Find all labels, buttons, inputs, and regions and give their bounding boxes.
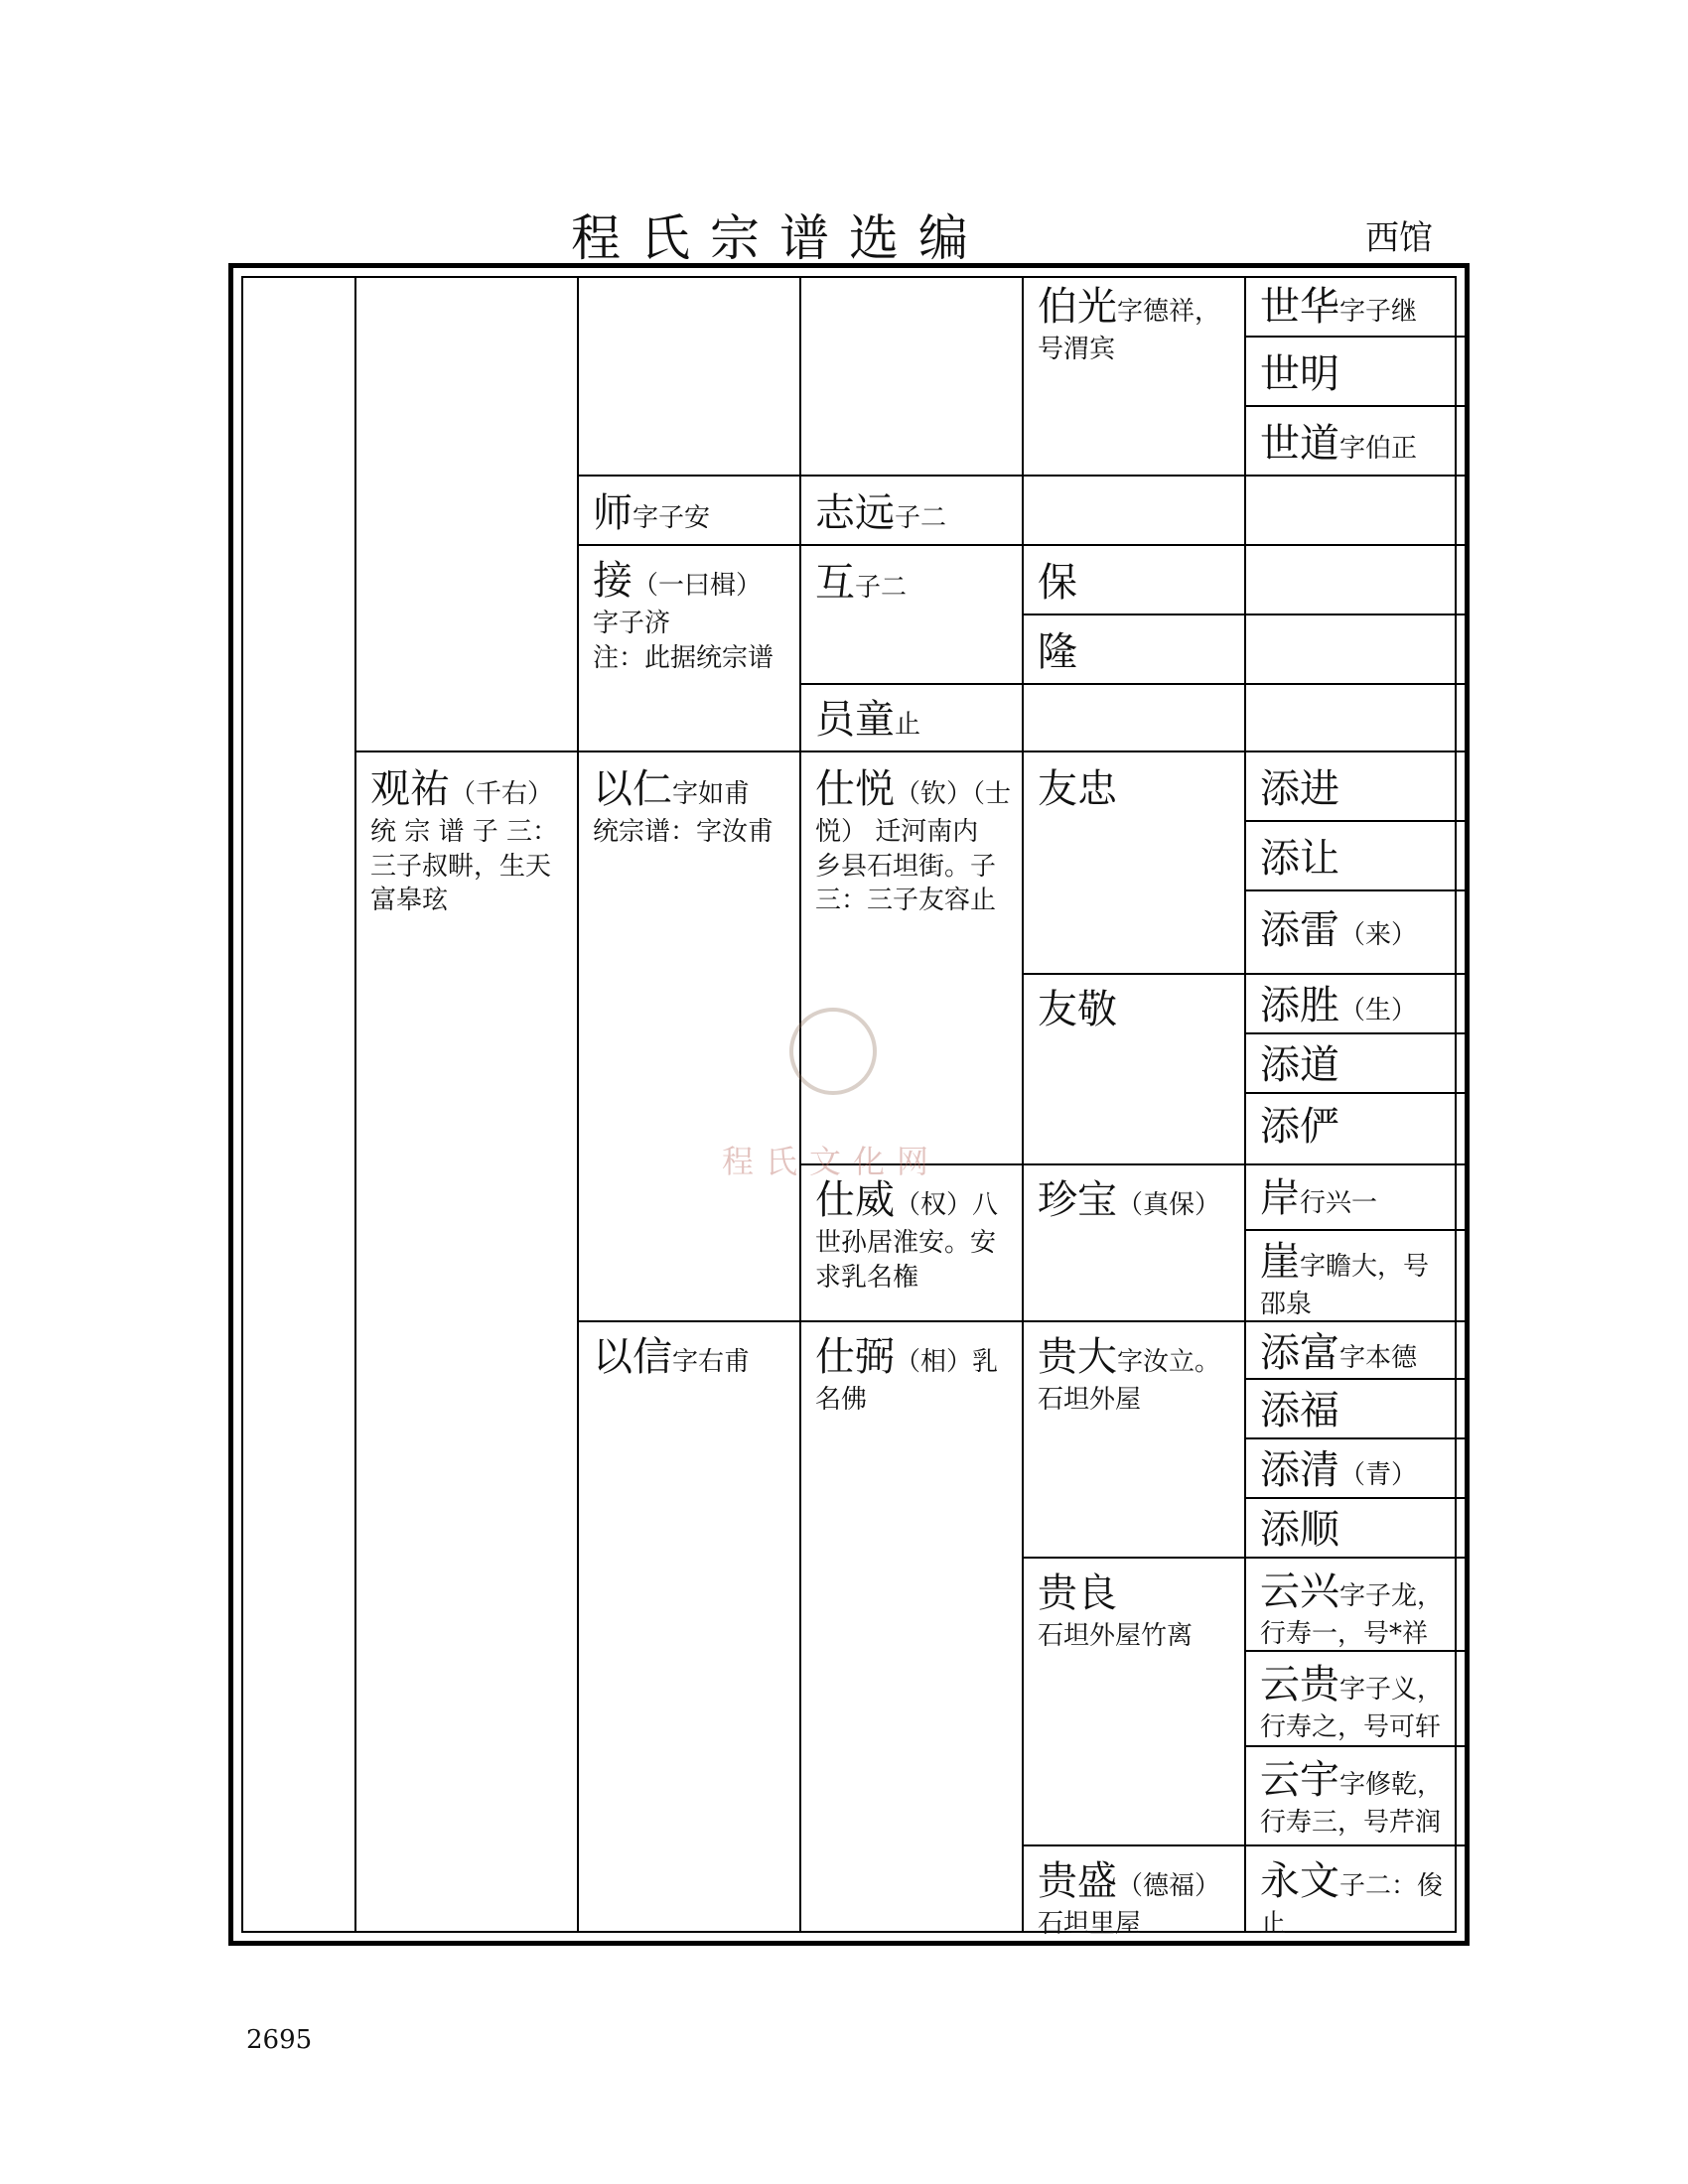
entry-note: 求乳名権 — [815, 1262, 919, 1293]
entry-jie — [593, 556, 799, 674]
entry-long — [1038, 627, 1244, 677]
entry-name: 仕弼 — [815, 1334, 895, 1380]
entry-tiansheng — [1260, 981, 1459, 1030]
entry-tianlei — [1260, 905, 1459, 955]
entry-note: 字瞻大，号 — [1300, 1252, 1430, 1282]
entry-note: 字子济 — [593, 609, 671, 638]
entry-note: （千右） — [450, 779, 554, 809]
entry-yuantong — [815, 695, 1022, 745]
entry-name: 云贵 — [1260, 1662, 1339, 1707]
entry-note: 字子继 — [1339, 297, 1418, 327]
row-divider — [1244, 1032, 1465, 1034]
column-divider — [577, 278, 579, 1931]
entry-note: 统宗谱：字汝甫 — [593, 817, 774, 847]
row-divider — [354, 751, 577, 752]
entry-note: 名佛 — [815, 1385, 868, 1415]
entry-note: 号渭宾 — [1038, 335, 1116, 364]
entry-name: 保 — [1038, 560, 1077, 606]
entry-note: 字如甫 — [672, 779, 751, 809]
entry-name: 贵大 — [1038, 1334, 1117, 1380]
row-divider — [1244, 889, 1465, 891]
entry-note: 三子叔畊，生天 — [370, 851, 552, 882]
entry-note: 邵泉 — [1260, 1290, 1313, 1319]
entry-note: （相）乳 — [895, 1347, 999, 1377]
entry-name: 世明 — [1260, 351, 1339, 397]
entry-note: （德福） — [1117, 1871, 1221, 1901]
entry-note: 字子义， — [1339, 1675, 1444, 1705]
entry-boguang — [1038, 282, 1244, 366]
row-divider — [577, 751, 799, 752]
page-title: 程氏宗谱选编 — [571, 209, 988, 267]
entry-name: 珍宝 — [1038, 1177, 1117, 1223]
column-divider — [1022, 278, 1024, 1931]
entry-name: 添雷 — [1260, 907, 1339, 953]
entry-note: （来） — [1339, 920, 1418, 950]
entry-name: 贵良 — [1038, 1570, 1117, 1616]
row-divider — [1244, 1497, 1465, 1499]
entry-note: 止 — [895, 710, 921, 740]
entry-name: 友忠 — [1038, 766, 1117, 812]
entry-note: 字修乾， — [1339, 1770, 1444, 1800]
row-divider — [1244, 751, 1465, 752]
entry-name: 添顺 — [1260, 1507, 1339, 1553]
column-divider — [354, 278, 356, 1931]
entry-ya — [1260, 1237, 1459, 1321]
row-divider — [577, 544, 799, 546]
entry-shibi — [815, 1332, 1022, 1417]
entry-tianyan — [1260, 1102, 1459, 1152]
entry-tianqing — [1260, 1445, 1459, 1495]
entry-note: 石坦外屋 — [1038, 1385, 1142, 1415]
genealogy-table — [228, 263, 1470, 1946]
watermark-seal — [789, 1008, 877, 1095]
entry-note: 悦） 迁河南内 — [815, 817, 979, 847]
entry-name: 崖 — [1260, 1239, 1300, 1285]
entry-tiandao — [1260, 1040, 1459, 1090]
entry-note: （生） — [1339, 996, 1418, 1025]
entry-note: 止 — [1260, 1909, 1287, 1939]
row-divider — [1244, 1229, 1465, 1231]
entry-guisheng — [1038, 1856, 1244, 1941]
row-divider — [1244, 1437, 1465, 1439]
entry-name: 添福 — [1260, 1388, 1339, 1433]
entry-bao — [1038, 558, 1244, 608]
row-divider — [1022, 614, 1244, 615]
row-divider — [1244, 1163, 1465, 1165]
row-divider — [799, 544, 1022, 546]
row-divider — [1022, 1163, 1244, 1165]
row-divider — [1244, 544, 1465, 546]
row-divider — [1022, 475, 1244, 477]
entry-name: 志远 — [815, 490, 895, 536]
entry-name: 添富 — [1260, 1330, 1339, 1376]
entry-guida — [1038, 1332, 1244, 1417]
entry-note: 注：此据统宗谱 — [593, 642, 774, 673]
entry-shidao — [1260, 419, 1459, 469]
entry-note: 字德祥， — [1117, 297, 1221, 327]
entry-note: 三：三子友容止 — [815, 886, 997, 915]
row-divider — [1022, 751, 1244, 752]
row-divider — [1022, 973, 1244, 975]
entry-zhiyuan — [815, 488, 1022, 538]
entry-name: 接 — [593, 558, 633, 604]
row-divider — [1244, 1092, 1465, 1094]
row-divider — [1244, 973, 1465, 975]
branch-label: 西馆 — [1365, 218, 1433, 258]
entry-note: 字右甫 — [672, 1347, 751, 1377]
entry-tianshun — [1260, 1505, 1459, 1555]
entry-note: 子二 — [855, 573, 908, 603]
row-divider — [1022, 1844, 1244, 1846]
row-divider — [1244, 475, 1465, 477]
row-divider — [1244, 336, 1465, 338]
entry-name: 添胜 — [1260, 983, 1339, 1028]
entry-name: 添让 — [1260, 836, 1339, 882]
row-divider — [799, 1320, 1022, 1322]
entry-note: 行兴一 — [1300, 1188, 1378, 1218]
entry-name: 伯光 — [1038, 284, 1117, 330]
entry-name: 以仁 — [593, 766, 672, 812]
entry-name: 以信 — [593, 1334, 672, 1380]
entry-note: 世孙居淮安。安 — [815, 1228, 997, 1258]
entry-guanyou — [370, 764, 577, 917]
row-divider — [1022, 544, 1244, 546]
row-divider — [1244, 1557, 1465, 1559]
entry-name: 仕威 — [815, 1177, 895, 1223]
entry-note: 字汝立。 — [1117, 1347, 1221, 1377]
entry-note: 行寿三，号芹润 — [1260, 1808, 1442, 1838]
entry-name: 师 — [593, 490, 633, 536]
entry-note: 行寿之，号可轩 — [1260, 1712, 1442, 1742]
watermark-text: 程氏文化网 — [722, 1143, 941, 1180]
entry-note: （权）八 — [895, 1190, 999, 1220]
column-divider — [1244, 278, 1246, 1931]
entry-name: 仕悦 — [815, 766, 895, 812]
entry-name: 世道 — [1260, 421, 1339, 467]
entry-note: 统 宗 谱 子 三： — [370, 817, 559, 847]
entry-note: 字子龙， — [1339, 1581, 1444, 1611]
entry-youzhong — [1038, 764, 1244, 814]
entry-yunyu — [1260, 1755, 1459, 1840]
entry-name: 世华 — [1260, 284, 1339, 330]
row-divider — [1244, 1844, 1465, 1846]
entry-yixin — [593, 1332, 799, 1382]
entry-name: 云宇 — [1260, 1757, 1339, 1803]
row-divider — [799, 751, 1022, 752]
table-inner-border — [241, 276, 1457, 1939]
row-divider — [1244, 683, 1465, 685]
row-divider — [1244, 1378, 1465, 1380]
column-divider — [799, 278, 801, 1931]
entry-note: （真保） — [1117, 1190, 1221, 1220]
entry-tianjin — [1260, 764, 1459, 814]
entry-name: 贵盛 — [1038, 1858, 1117, 1904]
entry-shiyue — [815, 764, 1022, 917]
entry-yungui — [1260, 1660, 1459, 1744]
entry-note: 富皋玹 — [370, 886, 449, 915]
entry-note: 乡县石坦街。子 — [815, 851, 997, 882]
entry-shiwei — [815, 1175, 1022, 1294]
entry-note: 石坦里屋 — [1038, 1909, 1142, 1939]
entry-tianfu1 — [1260, 1328, 1459, 1378]
entry-note: 字子安 — [633, 503, 711, 533]
row-divider — [1244, 820, 1465, 822]
entry-note: 字伯正 — [1339, 434, 1418, 464]
row-divider — [1244, 405, 1465, 407]
row-divider — [799, 475, 1022, 477]
entry-note: 行寿一，号*祥 — [1260, 1619, 1429, 1649]
entry-tianrang — [1260, 834, 1459, 884]
row-divider — [799, 683, 1022, 685]
entry-name: 添清 — [1260, 1447, 1339, 1493]
entry-yiren — [593, 764, 799, 849]
entry-shi — [593, 488, 799, 538]
entry-yongwen — [1260, 1856, 1459, 1941]
entry-shiming — [1260, 349, 1459, 399]
entry-tianfu2 — [1260, 1386, 1459, 1435]
entry-name: 友敬 — [1038, 987, 1117, 1032]
entry-name: 员童 — [815, 697, 895, 743]
entry-guiliang — [1038, 1569, 1244, 1653]
entry-name: 互 — [815, 560, 855, 606]
row-divider — [577, 1320, 799, 1322]
entry-note: （钦）（士 — [895, 779, 1012, 809]
entry-yunxing — [1260, 1567, 1459, 1651]
entry-hu — [815, 558, 1022, 608]
entry-youjing — [1038, 985, 1244, 1034]
entry-name: 添俨 — [1260, 1104, 1339, 1150]
row-divider — [577, 475, 799, 477]
entry-shihua — [1260, 282, 1459, 332]
entry-an — [1260, 1173, 1459, 1223]
entry-note: （一曰楫） — [633, 571, 763, 601]
entry-note: 字本德 — [1339, 1343, 1418, 1373]
entry-name: 添进 — [1260, 766, 1339, 812]
entry-name: 观祐 — [370, 766, 450, 812]
entry-name: 岸 — [1260, 1175, 1300, 1221]
entry-name: 云兴 — [1260, 1569, 1339, 1614]
entry-name: 隆 — [1038, 629, 1077, 675]
row-divider — [1022, 1557, 1244, 1559]
row-divider — [1244, 614, 1465, 615]
entry-name: 添道 — [1260, 1042, 1339, 1088]
entry-note: 子二 — [895, 503, 947, 533]
entry-note: 石坦外屋竹离 — [1038, 1621, 1194, 1651]
row-divider — [1244, 1745, 1465, 1747]
entry-zhenbao — [1038, 1175, 1244, 1225]
entry-note: 子二：俊 — [1339, 1871, 1444, 1901]
entry-name: 永文 — [1260, 1858, 1339, 1904]
entry-note: （青） — [1339, 1460, 1418, 1490]
page-number: 2695 — [246, 2025, 313, 2055]
row-divider — [1022, 1320, 1244, 1322]
row-divider — [1022, 683, 1244, 685]
